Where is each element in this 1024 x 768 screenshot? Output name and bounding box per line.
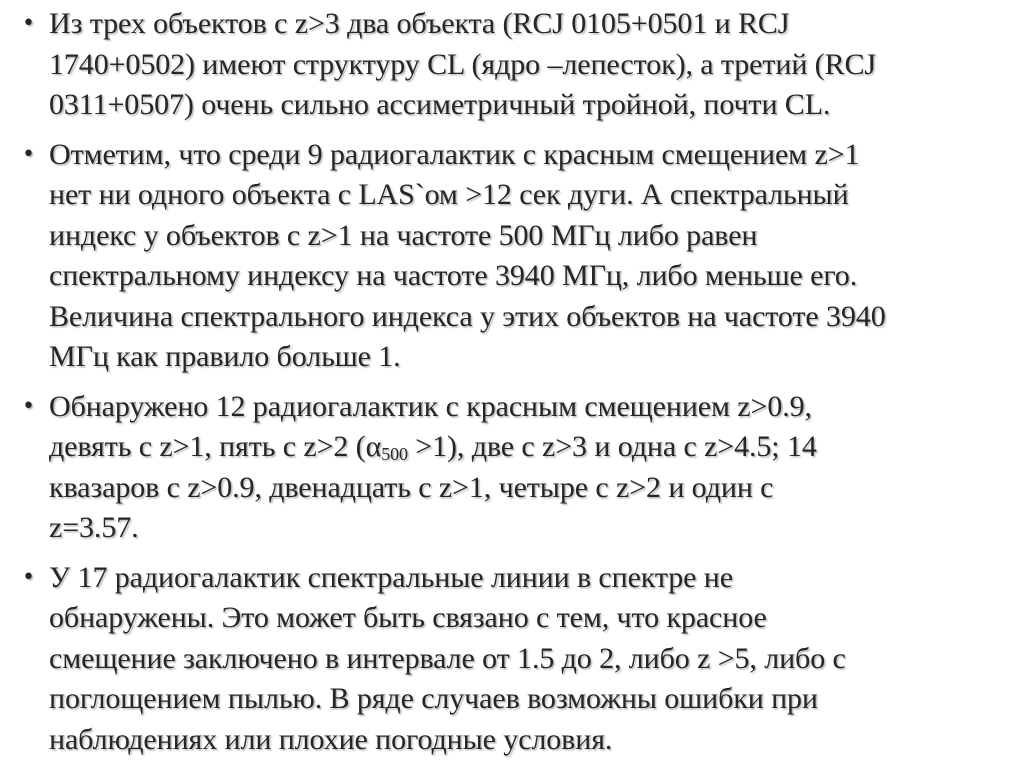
bullet-item-1 bbox=[22, 4, 1014, 126]
text-line: индекс у объектов с z>1 на частоте 500 МГц либо равен bbox=[49, 218, 758, 252]
text-line: z=3.57. bbox=[49, 511, 139, 544]
text-line: Из трех объектов с z>3 два объекта (RCJ 0105+0501 и RCJ bbox=[49, 7, 790, 40]
bullet-dot: • bbox=[22, 11, 35, 36]
text-line: МГц как правило больше 1. bbox=[49, 340, 401, 373]
text-line: спектральному индексу на частоте 3940 МГц, либо меньше его. bbox=[49, 259, 858, 292]
text-line: наблюдениях или плохие погодные условия. bbox=[49, 722, 613, 756]
text-line-with-alpha bbox=[49, 427, 1014, 468]
bullet-dot: • bbox=[22, 564, 35, 590]
text-line: Обнаружено 12 радиогалактик с красным смещением z>0.9, bbox=[49, 389, 812, 423]
text-line: Отметим, что среди 9 радиогалактик с красным смещением z>1 bbox=[49, 137, 860, 171]
text-line: квазаров с z>0.9, двенадцать с z>1, четыре с z>2 и один с bbox=[49, 470, 774, 504]
text-segment: >1), две с z>3 и одна с z>4.5; 14 bbox=[407, 430, 817, 463]
bullet-list bbox=[22, 4, 1014, 760]
text-line: смещение заключено в интервале от 1.5 до 2, либо z >5, либо с bbox=[49, 641, 846, 675]
bullet-item-3 bbox=[22, 387, 1014, 549]
text-line: поглощением пылью. В ряде случаев возможны ошибки при bbox=[49, 682, 818, 715]
text-line: 1740+0502) имеют структуру CL (ядро –лепесток), а третий (RCJ bbox=[49, 47, 876, 81]
alpha-symbol: α bbox=[365, 430, 382, 463]
text-line: У 17 радиогалактик спектральные линии в спектре не bbox=[49, 560, 733, 594]
bullet-dot: • bbox=[22, 141, 35, 167]
bullet-item-2 bbox=[22, 135, 1014, 378]
text-segment: девять с z>1, пять с z>2 ( bbox=[49, 430, 366, 463]
alpha-subscript: 500 bbox=[381, 444, 408, 464]
bullet-dot: • bbox=[22, 393, 35, 419]
bullet-item-4 bbox=[22, 558, 1014, 761]
text-line: 0311+0507) очень сильно ассиметричный тройной, почти CL. bbox=[49, 88, 831, 121]
text-line: обнаружены. Это может быть связано с тем, что красное bbox=[49, 601, 767, 634]
text-line: нет ни одного объекта с LAS`ом >12 сек дуги. А спектральный bbox=[49, 178, 849, 211]
text-line: Величина спектрального индекса у этих объектов на частоте 3940 bbox=[49, 299, 886, 333]
